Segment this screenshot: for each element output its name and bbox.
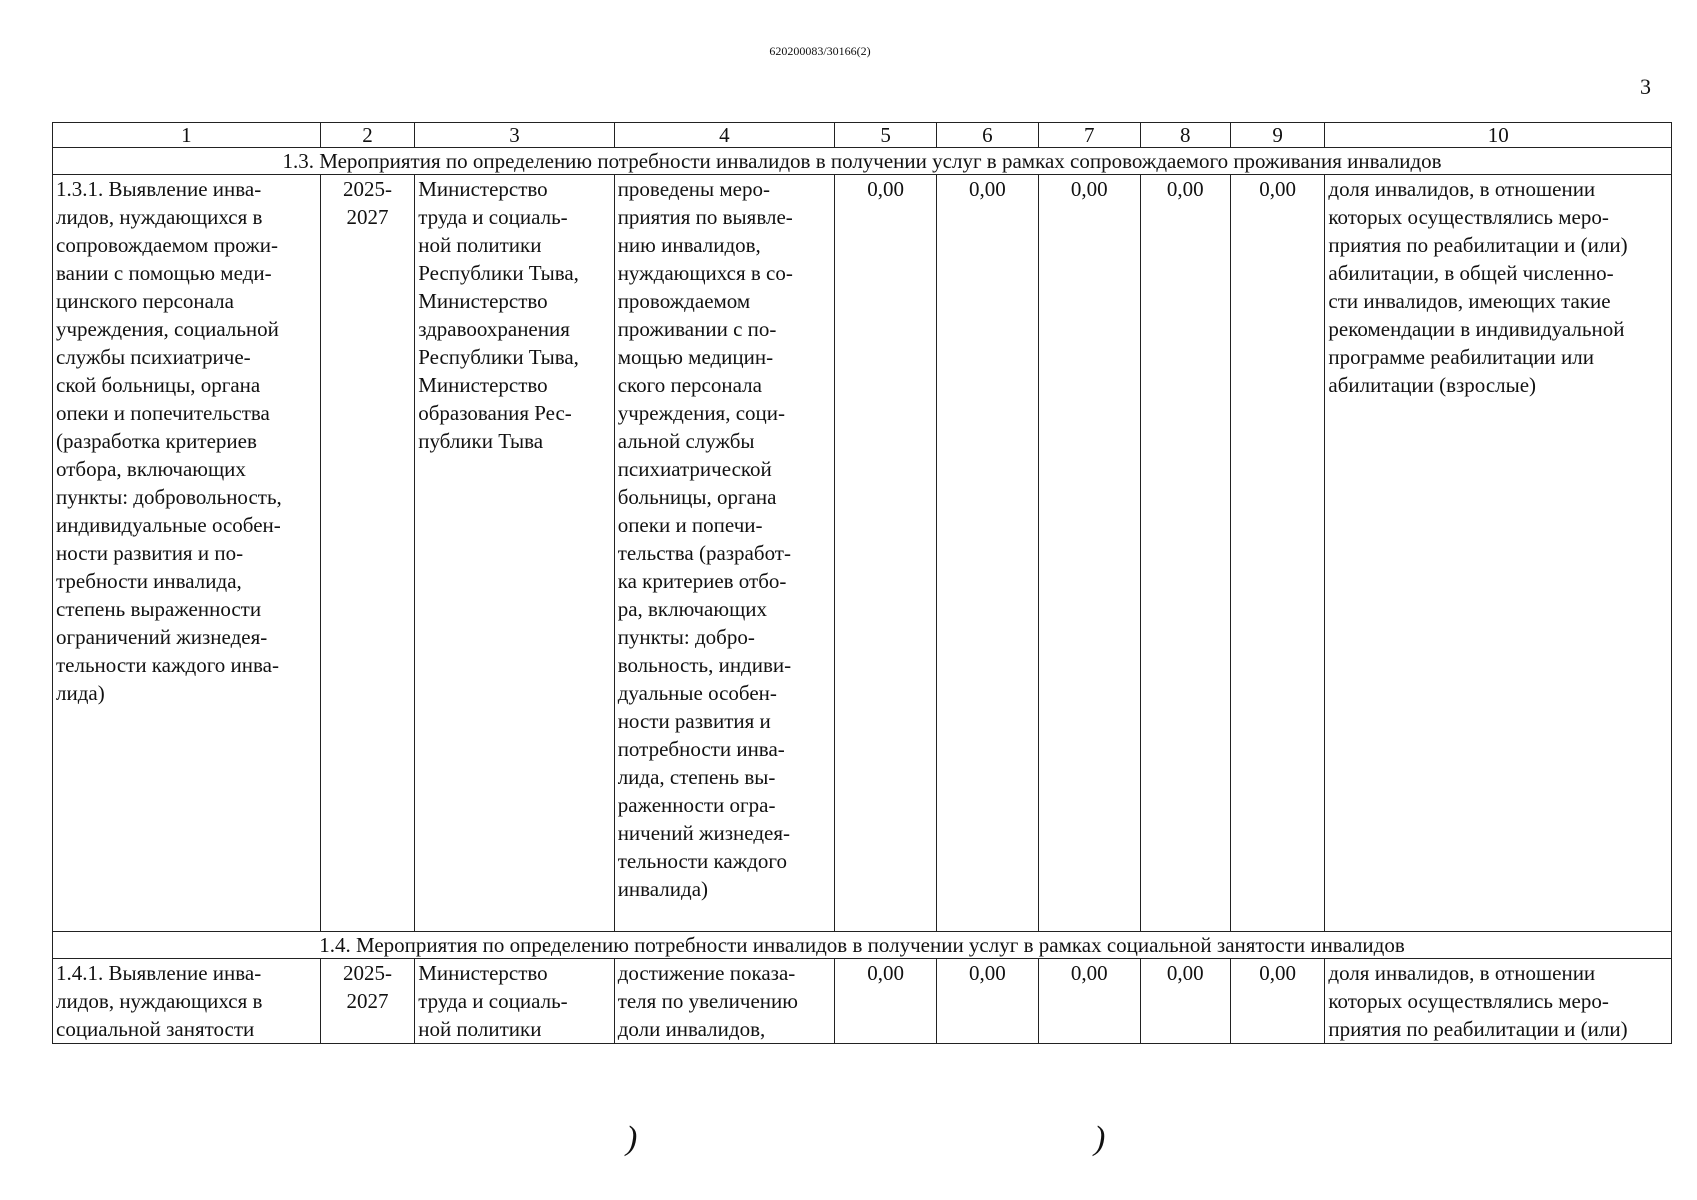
- measure-name: 1.4.1. Выявление инва- лидов, нуждающихся в социальной занятости: [53, 959, 321, 1044]
- section-row-1-4: [53, 932, 1672, 959]
- value-col-7: 0,00: [1038, 175, 1140, 932]
- section-row-1-3: [53, 148, 1672, 175]
- value-col-5: 0,00: [835, 959, 937, 1044]
- page-mark-left: ): [626, 1120, 638, 1157]
- measure-executor: Министерство труда и социаль- ной политики: [415, 959, 614, 1044]
- column-header-5: 5: [835, 123, 937, 148]
- measure-indicator: доля инвалидов, в отношении которых осуществлялись меро- приятия по реабилитации и (или) абилитации, в общей численно- сти инвалидов, имеющих такие рекомендации в индивидуальной программе реабилитации или абилитации (взрослые): [1325, 175, 1672, 932]
- value-col-8: 0,00: [1140, 959, 1230, 1044]
- measures-table: [52, 122, 1672, 1044]
- document-id: 620200083/30166(2): [769, 44, 871, 58]
- column-header-8: 8: [1140, 123, 1230, 148]
- page-number: 3: [1640, 74, 1651, 99]
- table-row: [53, 959, 1672, 1044]
- section-title-1-4: 1.4. Мероприятия по определению потребности инвалидов в получении услуг в рамках социальной занятости инвалидов: [53, 932, 1672, 959]
- value-col-7: 0,00: [1038, 959, 1140, 1044]
- table-header-row: [53, 123, 1672, 148]
- measure-period: 2025- 2027: [320, 959, 414, 1044]
- value-col-6: 0,00: [937, 175, 1039, 932]
- column-header-7: 7: [1038, 123, 1140, 148]
- section-title-1-3: 1.3. Мероприятия по определению потребности инвалидов в получении услуг в рамках сопровождаемого проживания инвалидов: [53, 148, 1672, 175]
- column-header-10: 10: [1325, 123, 1672, 148]
- table-row: [53, 175, 1672, 932]
- measure-result: проведены меро- приятия по выявле- нию инвалидов, нуждающихся в со- провождаемом проживании с по- мощью медицин- ского персонала учреждения, соци- альной службы психиатрической больницы, органа опеки и попечи- тельства (разработ- ка критериев отбо- ра, включающих пункты: добро- вольность, индиви- дуальные особен- ности развития и потребности инва- лида, степень вы- раженности огра- ничений жизнедея- тельности каждого инвалида): [614, 175, 834, 932]
- value-col-8: 0,00: [1140, 175, 1230, 932]
- value-col-5: 0,00: [835, 175, 937, 932]
- column-header-3: 3: [415, 123, 614, 148]
- column-header-1: 1: [53, 123, 321, 148]
- column-header-2: 2: [320, 123, 414, 148]
- value-col-9: 0,00: [1230, 959, 1324, 1044]
- measure-result: достижение показа- теля по увеличению доли инвалидов,: [614, 959, 834, 1044]
- measure-period: 2025- 2027: [320, 175, 414, 932]
- value-col-6: 0,00: [937, 959, 1039, 1044]
- measure-indicator: доля инвалидов, в отношении которых осуществлялись меро- приятия по реабилитации и (или): [1325, 959, 1672, 1044]
- page-mark-right: ): [1094, 1120, 1106, 1157]
- column-header-9: 9: [1230, 123, 1324, 148]
- measure-name: 1.3.1. Выявление инва- лидов, нуждающихся в сопровождаемом прожи- вании с помощью меди- цинского персонала учреждения, социальной службы психиатриче- ской больницы, органа опеки и попечительства (разработка критериев отбора, включающих пункты: добровольность, индивидуальные особен- ности развития и по- требности инвалида, степень выраженности ограничений жизнедея- тельности каждого инва- лида): [53, 175, 321, 932]
- column-header-6: 6: [937, 123, 1039, 148]
- measure-executor: Министерство труда и социаль- ной политики Республики Тыва, Министерство здравоохранения Республики Тыва, Министерство образования Рес- публики Тыва: [415, 175, 614, 932]
- value-col-9: 0,00: [1230, 175, 1324, 932]
- column-header-4: 4: [614, 123, 834, 148]
